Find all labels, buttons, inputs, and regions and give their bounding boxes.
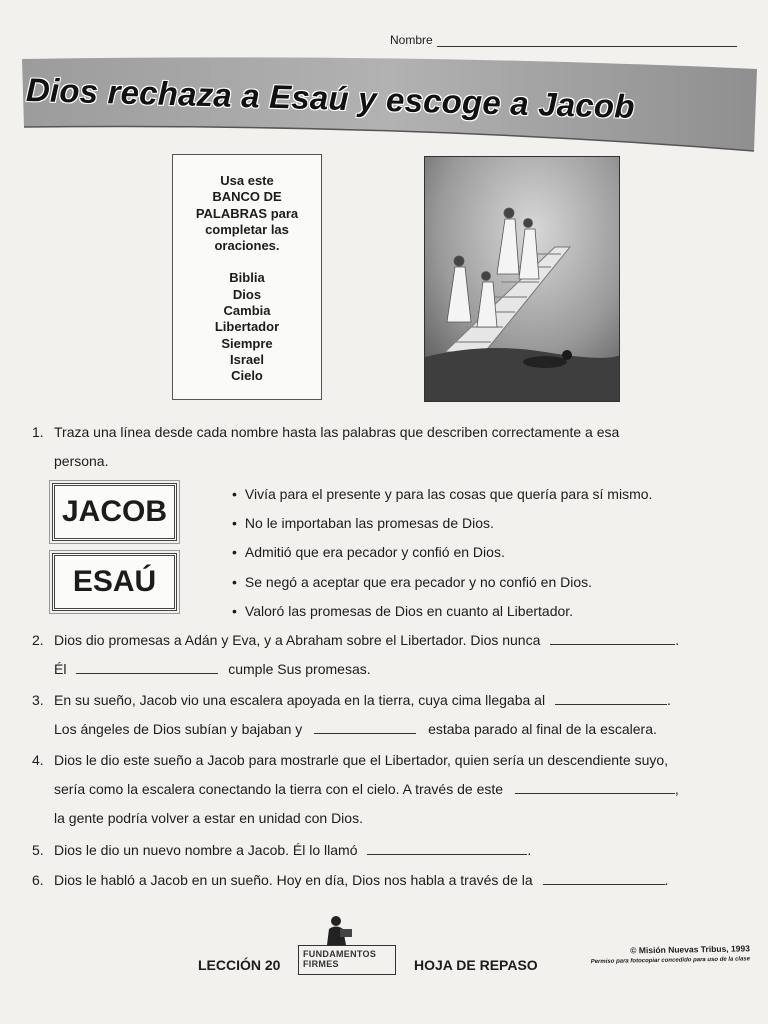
answer-blank[interactable] [367, 841, 527, 855]
reading-person-icon [322, 915, 356, 945]
review-sheet-label: HOJA DE REPASO [414, 957, 538, 973]
page-title: Dios rechaza a Esaú y escoge a Jacob [25, 71, 636, 125]
question-5: 5. Dios le dio un nuevo nombre a Jacob. Él lo llamó . [32, 842, 532, 858]
word-bank-word: Siempre [221, 335, 273, 351]
statement-item[interactable]: • No le importaban las promesas de Dios. [232, 509, 652, 538]
word-bank-word: Israel [230, 351, 264, 367]
name-blank[interactable] [437, 35, 737, 47]
statement-list [232, 480, 652, 626]
answer-blank[interactable] [314, 720, 416, 734]
answer-blank[interactable] [555, 691, 667, 705]
statement-item[interactable]: • Se negó a aceptar que era pecador y no confió en Dios. [232, 568, 652, 597]
word-bank-word: Libertador [214, 319, 280, 335]
question-4: 4. Dios le dio este sueño a Jacob para mostrarle que el Libertador, quien sería un descendiente suyo, sería como la escalera conectando la tierra con el cielo. A través de este , la gente podría volver a estar en unidad con Dios. [32, 752, 679, 826]
name-box-jacob[interactable]: JACOB [52, 483, 177, 541]
answer-blank[interactable] [550, 631, 675, 645]
question-2: 2. Dios dio promesas a Adán y Eva, y a Abraham sobre el Libertador. Dios nunca . Él cumple Sus promesas. [32, 632, 680, 677]
name-label: Nombre [390, 33, 433, 47]
name-field[interactable] [390, 33, 737, 47]
jacob-ladder-illustration [424, 156, 620, 402]
word-bank-word: Dios [232, 286, 262, 302]
question-6: 6. Dios le habló a Jacob en un sueño. Hoy en día, Dios nos habla a través de la . [32, 872, 669, 888]
statement-item[interactable]: • Vivía para el presente y para las cosas que quería para sí mismo. [232, 480, 652, 509]
statement-item[interactable]: • Admitió que era pecador y confió en Dios. [232, 538, 652, 567]
statement-item[interactable]: • Valoró las promesas de Dios en cuanto al Libertador. [232, 597, 652, 626]
word-bank-instruction: Usa este BANCO DE PALABRAS para completar las oraciones. [195, 173, 299, 254]
lesson-number: LECCIÓN 20 [198, 957, 281, 973]
footer [0, 945, 768, 985]
word-bank-word: Biblia [229, 270, 265, 286]
copyright: © Misión Nuevas Tribus, 1993 Permiso para fotocopiar concedido para uso de la clase [590, 943, 751, 966]
answer-blank[interactable] [543, 871, 665, 885]
answer-blank[interactable] [515, 780, 675, 794]
name-box-esau[interactable]: ESAÚ [52, 553, 177, 611]
answer-blank[interactable] [76, 660, 218, 674]
title-banner [22, 57, 757, 147]
question-3: 3. En su sueño, Jacob vio una escalera apoyada en la tierra, cuya cima llegaba al . Los ángeles de Dios subían y bajaban y estaba parado al final de la escalera. [32, 692, 671, 737]
word-bank-word: Cambia [223, 303, 271, 319]
word-bank-word: Cielo [231, 368, 263, 384]
question-1: 1. Traza una línea desde cada nombre hasta las palabras que describen correctamente a esa persona. [32, 424, 620, 469]
fundamentos-firmes-logo: FUNDAMENTOS FIRMES [298, 945, 396, 975]
word-bank [172, 154, 322, 400]
